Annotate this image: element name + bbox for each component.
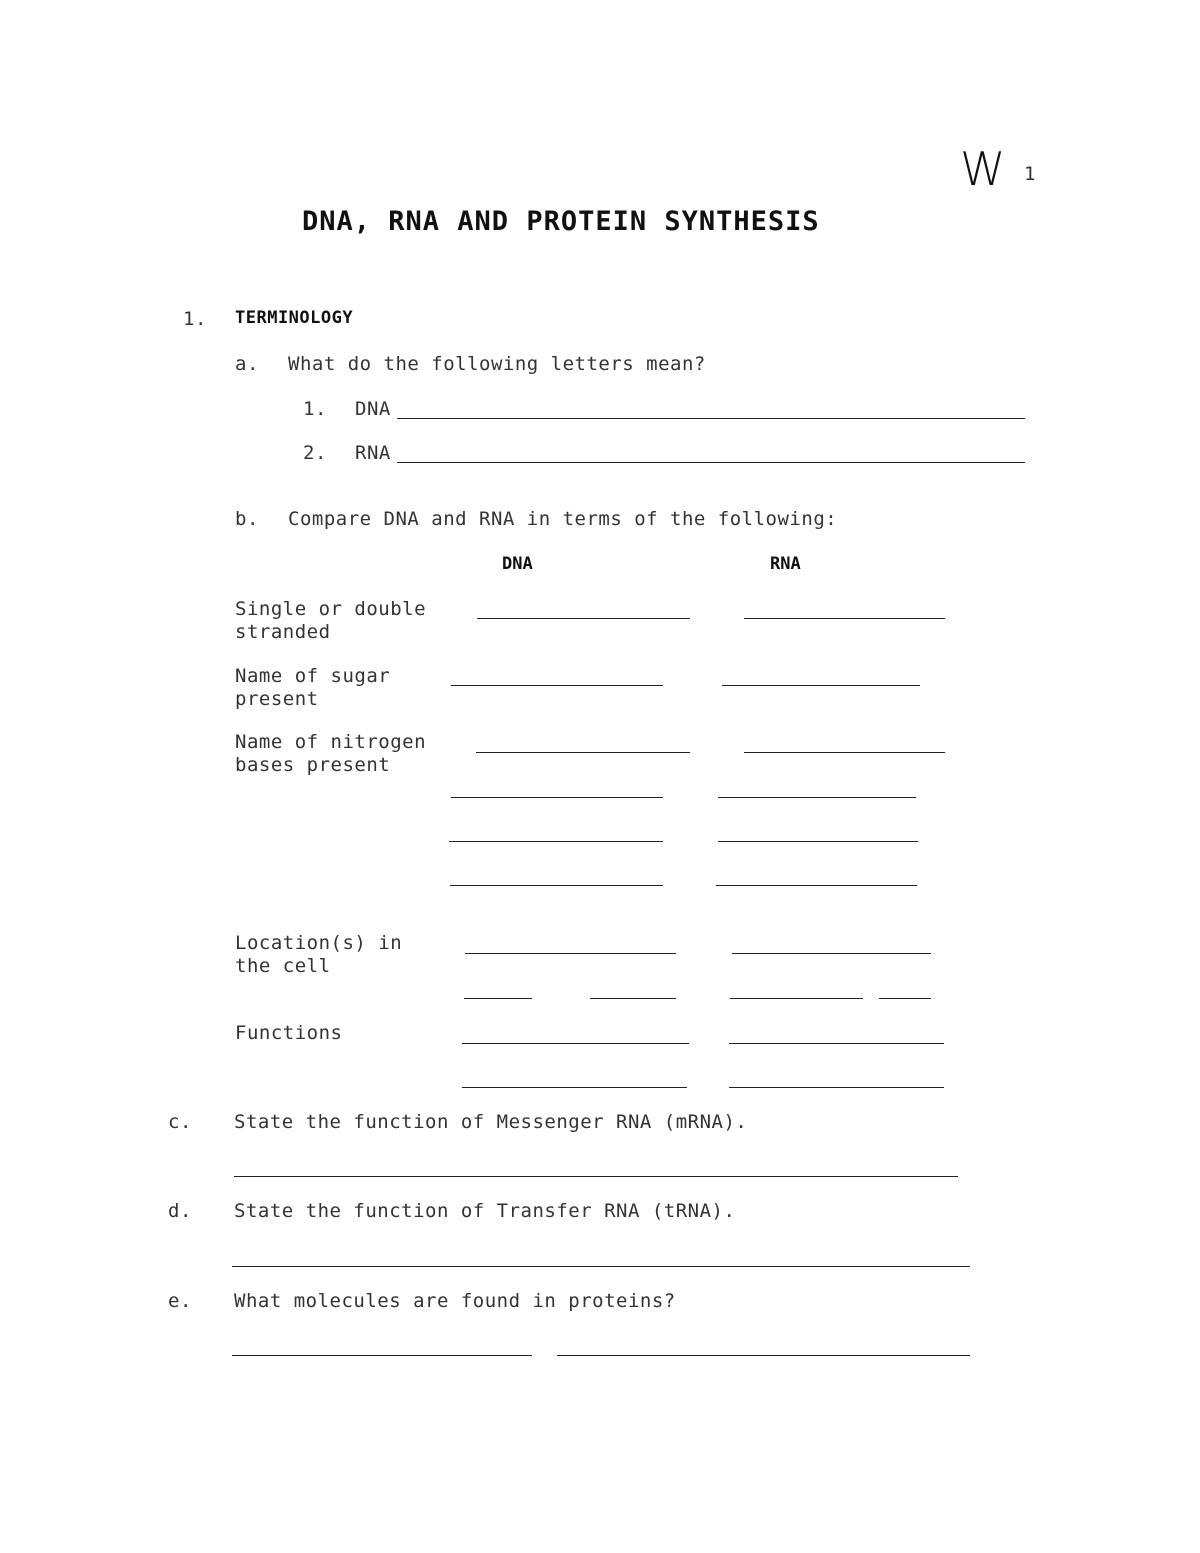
answer-line-bases-rna-2[interactable]: [718, 797, 916, 798]
answer-line-bases-rna-1[interactable]: [744, 752, 945, 753]
answer-line-bases-dna-1[interactable]: [476, 752, 690, 753]
answer-line-functions-rna-2[interactable]: [729, 1087, 944, 1088]
question-a-item-1-num: 1.: [303, 398, 327, 420]
question-e-label: e.: [168, 1290, 192, 1312]
answer-line-proteins-1[interactable]: [232, 1355, 532, 1356]
question-b-text: Compare DNA and RNA in terms of the following:: [288, 508, 838, 530]
question-c-text: State the function of Messenger RNA (mRNA).: [234, 1111, 748, 1133]
question-a-item-2-num: 2.: [303, 442, 327, 464]
answer-line-sugar-rna[interactable]: [722, 685, 920, 686]
answer-line-functions-rna-1[interactable]: [729, 1043, 944, 1044]
row-label-location-line2: the cell: [235, 955, 331, 977]
answer-line-trna[interactable]: [232, 1266, 970, 1267]
answer-line-mrna[interactable]: [234, 1176, 958, 1177]
question-a-text: What do the following letters mean?: [288, 353, 706, 375]
answer-line-strands-rna[interactable]: [744, 618, 945, 619]
answer-line-dna[interactable]: [397, 418, 1025, 419]
answer-line-bases-dna-2[interactable]: [451, 797, 663, 798]
row-label-strands-line1: Single or double: [235, 598, 427, 620]
row-label-sugar-line1: Name of sugar: [235, 665, 391, 687]
question-b-label: b.: [235, 508, 259, 530]
row-label-sugar: [235, 665, 390, 711]
section-heading: TERMINOLOGY: [235, 308, 354, 328]
row-label-bases-line2: bases present: [235, 754, 391, 776]
row-label-location-line1: Location(s) in: [235, 932, 403, 954]
column-header-rna: RNA: [770, 554, 801, 574]
row-label-functions: [235, 1022, 342, 1045]
answer-line-location-rna-2b[interactable]: [879, 998, 931, 999]
answer-line-bases-dna-4[interactable]: [450, 885, 663, 886]
page-title: DNA, RNA AND PROTEIN SYNTHESIS: [302, 206, 820, 237]
answer-line-location-dna-2b[interactable]: [590, 998, 676, 999]
section-number: 1.: [183, 308, 207, 330]
answer-line-location-dna-2a[interactable]: [464, 998, 532, 999]
answer-line-sugar-dna[interactable]: [451, 685, 663, 686]
question-c-label: c.: [168, 1111, 192, 1133]
question-d-text: State the function of Transfer RNA (tRNA).: [234, 1200, 736, 1222]
page-number: 1: [1024, 163, 1036, 185]
answer-line-bases-rna-3[interactable]: [718, 841, 918, 842]
row-label-sugar-line2: present: [235, 688, 319, 710]
column-header-dna: DNA: [502, 554, 533, 574]
answer-line-functions-dna-1[interactable]: [462, 1043, 689, 1044]
row-label-strands: [235, 598, 426, 644]
question-a-label: a.: [235, 353, 259, 375]
question-d-label: d.: [168, 1200, 192, 1222]
answer-line-bases-rna-4[interactable]: [716, 885, 917, 886]
answer-line-rna[interactable]: [397, 462, 1025, 463]
row-label-bases: [235, 731, 426, 777]
answer-line-location-rna-1[interactable]: [732, 953, 931, 954]
row-label-strands-line2: stranded: [235, 621, 331, 643]
row-label-bases-line1: Name of nitrogen: [235, 731, 427, 753]
question-e-text: What molecules are found in proteins?: [234, 1290, 676, 1312]
handwritten-mark: W: [960, 142, 1006, 196]
answer-line-proteins-2[interactable]: [557, 1355, 970, 1356]
question-a-item-2-term: RNA: [355, 442, 391, 464]
answer-line-bases-dna-3[interactable]: [449, 841, 663, 842]
answer-line-location-rna-2a[interactable]: [730, 998, 863, 999]
question-a-item-1-term: DNA: [355, 398, 391, 420]
answer-line-strands-dna[interactable]: [477, 618, 690, 619]
row-label-functions-line1: Functions: [235, 1022, 343, 1044]
row-label-location: [235, 932, 402, 978]
answer-line-location-dna-1[interactable]: [465, 953, 676, 954]
answer-line-functions-dna-2[interactable]: [462, 1087, 687, 1088]
